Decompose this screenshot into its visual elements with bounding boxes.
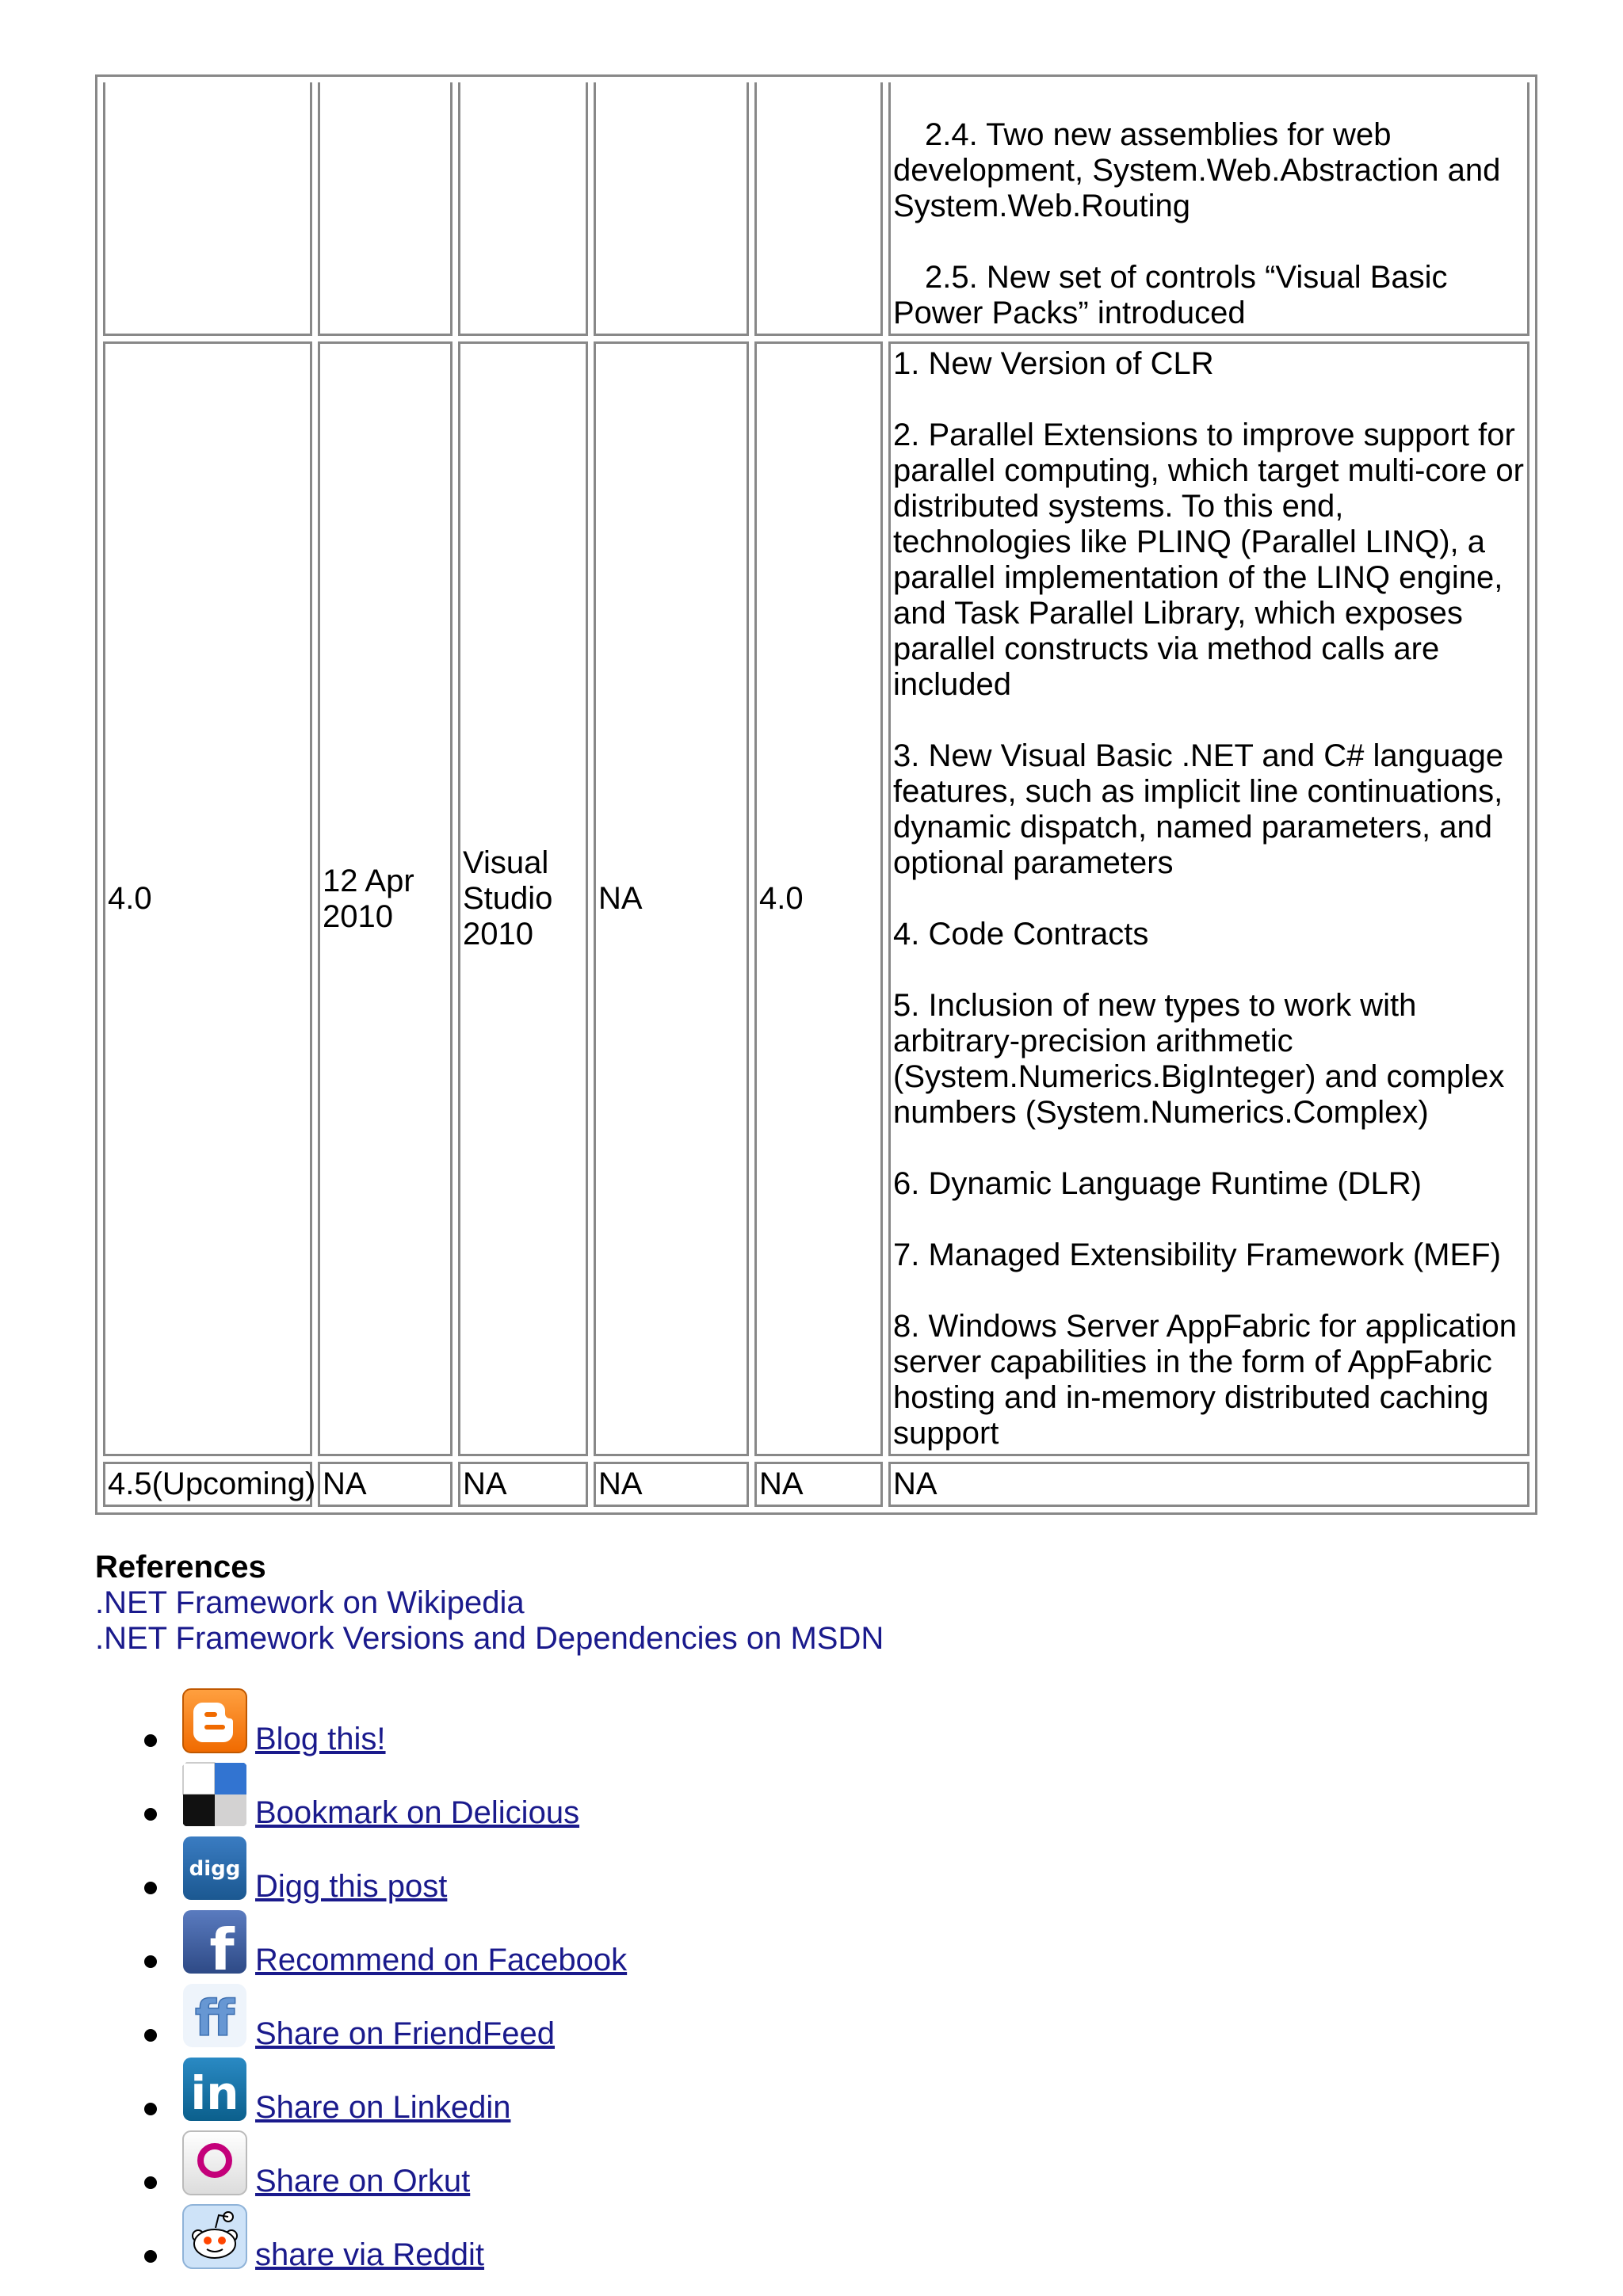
facebook-icon-text: f bbox=[209, 1917, 235, 1974]
ide-cell: NA bbox=[458, 1462, 588, 1507]
windows-cell: NA bbox=[594, 1462, 749, 1507]
table-cell-empty bbox=[458, 82, 588, 336]
list-item bbox=[95, 1833, 1537, 1906]
features-cell: NA bbox=[888, 1462, 1529, 1507]
table-row-4-5 bbox=[103, 1462, 1529, 1507]
feature-item: 2.5. New set of controls “Visual Basic Power Packs” introduced bbox=[893, 260, 1448, 330]
orkut-icon[interactable] bbox=[182, 2130, 247, 2195]
friendfeed-link[interactable]: Share on FriendFeed bbox=[255, 2016, 556, 2051]
features-cell bbox=[888, 82, 1529, 336]
version-cell: 4.0 bbox=[103, 341, 312, 1456]
wikipedia-link[interactable]: .NET Framework on Wikipedia bbox=[95, 1585, 525, 1620]
windows-cell: NA bbox=[594, 341, 749, 1456]
delicious-link[interactable]: Bookmark on Delicious bbox=[255, 1795, 580, 1830]
feature-item: 1. New Version of CLR bbox=[893, 346, 1214, 381]
digg-icon-text: digg bbox=[189, 1857, 241, 1881]
feature-item: 4. Code Contracts bbox=[893, 917, 1149, 952]
clr-cell: NA bbox=[754, 1462, 883, 1507]
feature-item: 8. Windows Server AppFabric for application server capabilities in the form of AppFabric hosting and in-memory distributed caching support bbox=[893, 1309, 1518, 1451]
table-row-continued bbox=[103, 82, 1529, 336]
clr-cell: 4.0 bbox=[754, 341, 883, 1456]
ide-text: Studio bbox=[463, 881, 553, 916]
release-date: 12 Apr 2010 bbox=[323, 863, 414, 934]
list-item bbox=[95, 1906, 1537, 1980]
reddit-link[interactable]: share via Reddit bbox=[255, 2237, 485, 2272]
list-item bbox=[95, 1685, 1537, 1759]
orkut-link[interactable]: Share on Orkut bbox=[255, 2164, 471, 2199]
ide-cell bbox=[458, 341, 588, 1456]
reddit-icon[interactable] bbox=[182, 2204, 247, 2269]
bullet bbox=[144, 1955, 157, 1968]
page-content bbox=[95, 0, 1537, 2275]
list-item bbox=[95, 1759, 1537, 1833]
digg-icon[interactable] bbox=[182, 1836, 247, 1901]
bullet bbox=[144, 1808, 157, 1821]
feature-item: 7. Managed Extensibility Framework (MEF) bbox=[893, 1238, 1501, 1272]
blogger-icon[interactable] bbox=[182, 1688, 247, 1753]
feature-item: 3. New Visual Basic .NET and C# language features, such as implicit line continuations, dynamic dispatch, named parameters, and optional parameters bbox=[893, 738, 1504, 880]
version-cell: 4.5(Upcoming) bbox=[103, 1462, 312, 1507]
list-item bbox=[95, 2201, 1537, 2275]
digg-link[interactable]: Digg this post bbox=[255, 1869, 448, 1904]
linkedin-icon[interactable] bbox=[182, 2057, 247, 2122]
bullet bbox=[144, 2029, 157, 2042]
friendfeed-icon-text: ff bbox=[194, 1989, 235, 2047]
release-date-cell bbox=[318, 341, 453, 1456]
friendfeed-icon[interactable] bbox=[182, 1983, 247, 2048]
bullet bbox=[144, 2103, 157, 2115]
ide-text: 2010 bbox=[463, 917, 533, 952]
release-date-cell: NA bbox=[318, 1462, 453, 1507]
delicious-icon[interactable] bbox=[182, 1762, 247, 1827]
feature-item: 6. Dynamic Language Runtime (DLR) bbox=[893, 1166, 1422, 1201]
bullet bbox=[144, 2250, 157, 2263]
table-cell-empty bbox=[594, 82, 749, 336]
bullet bbox=[144, 1882, 157, 1894]
references-heading: References bbox=[95, 1550, 266, 1585]
feature-item: 5. Inclusion of new types to work with arbitrary-precision arithmetic (System.Numerics.BigInteger) and complex numbers (System.Numerics.Complex) bbox=[893, 988, 1505, 1130]
table-cell-empty bbox=[318, 82, 453, 336]
bullet bbox=[144, 1734, 157, 1747]
linkedin-link[interactable]: Share on Linkedin bbox=[255, 2090, 511, 2125]
bullet bbox=[144, 2176, 157, 2189]
list-item bbox=[95, 2127, 1537, 2201]
ide-text: Visual bbox=[463, 845, 549, 880]
dotnet-versions-table bbox=[95, 74, 1537, 1515]
facebook-link[interactable]: Recommend on Facebook bbox=[255, 1943, 628, 1978]
references-section bbox=[95, 1550, 1537, 1657]
facebook-icon[interactable] bbox=[182, 1909, 247, 1974]
msdn-link[interactable]: .NET Framework Versions and Dependencies on MSDN bbox=[95, 1621, 884, 1656]
table-cell-empty bbox=[754, 82, 883, 336]
share-list bbox=[95, 1685, 1537, 2275]
feature-item: 2. Parallel Extensions to improve support for parallel computing, which target multi-core or distributed systems. To this end, technologies like PLINQ (Parallel LINQ), a parallel implementation of the LINQ engine, and Task Parallel Library, which exposes parallel constructs via method calls are included bbox=[893, 418, 1524, 702]
table-row-4-0 bbox=[103, 341, 1529, 1456]
table-cell-empty bbox=[103, 82, 312, 336]
features-cell bbox=[888, 341, 1529, 1456]
list-item bbox=[95, 1980, 1537, 2054]
list-item bbox=[95, 2054, 1537, 2127]
blog-this-link[interactable]: Blog this! bbox=[255, 1722, 386, 1756]
feature-item: 2.4. Two new assemblies for web development, System.Web.Abstraction and System.Web.Routing bbox=[893, 117, 1501, 223]
linkedin-icon-text: in bbox=[190, 2066, 239, 2120]
